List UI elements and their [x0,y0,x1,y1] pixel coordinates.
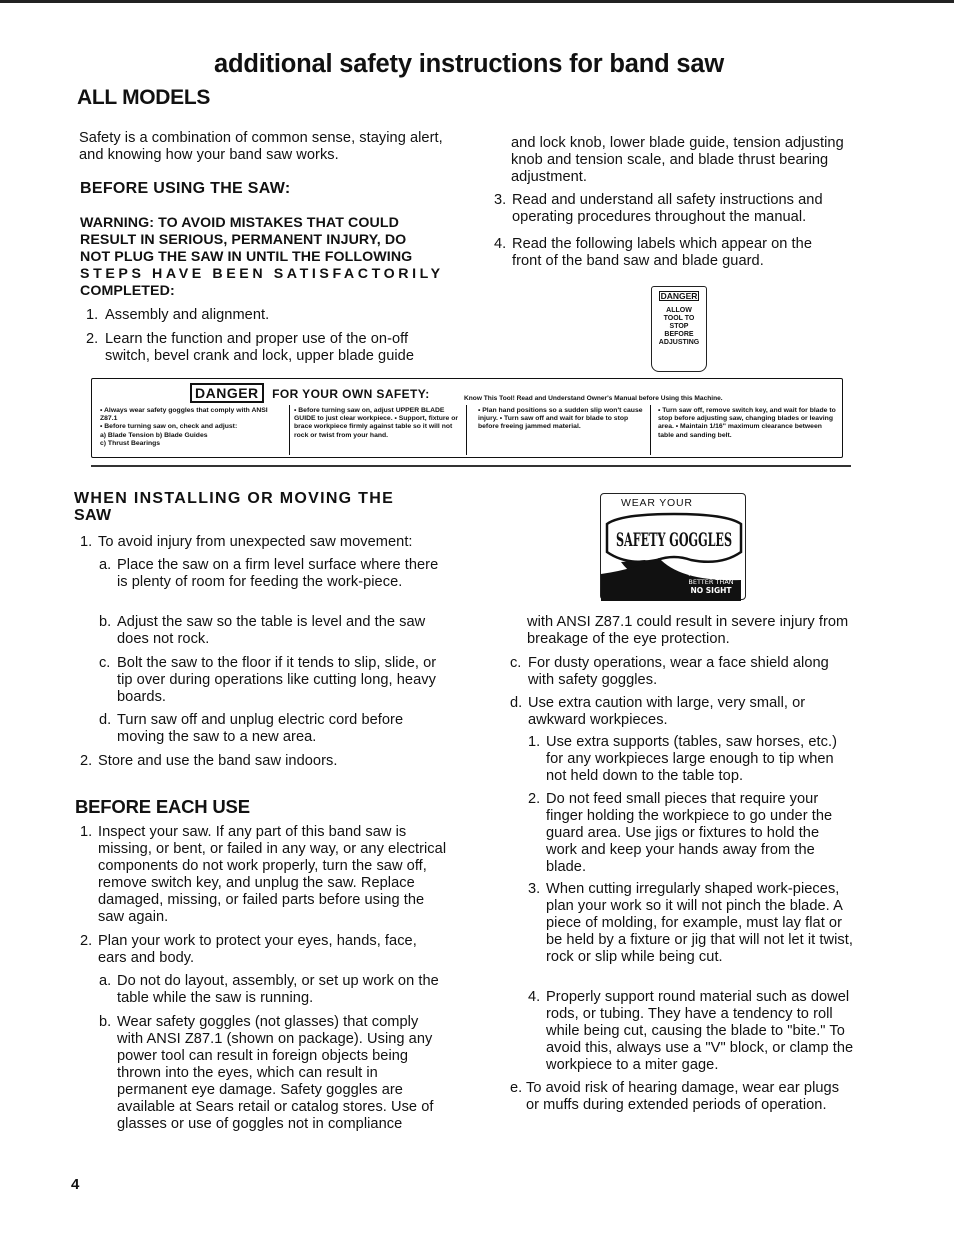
list-number: 4. [528,989,541,1005]
danger-tag-label [651,286,707,372]
tag-text: ADJUSTING [658,339,700,346]
installing-heading [74,490,454,524]
list-letter: b. [99,1014,112,1030]
list-item: Use extra caution with large, very small, or awkward workpieces. [528,695,806,728]
danger-badge: DANGER [190,383,264,403]
list-letter: d. [99,712,112,728]
list-item: To avoid risk of hearing damage, wear ear plugs or muffs during extended periods of operation. [526,1080,840,1113]
warning-line: WARNING: TO AVOID MISTAKES THAT COULD [80,215,399,231]
list-item: Assembly and alignment. [105,307,270,323]
banner-divider [289,405,290,455]
list-number: 1. [80,534,93,550]
page-title: additional safety instructions for band saw [214,50,724,78]
list-item: Store and use the band saw indoors. [98,753,338,769]
list-item-continued: with ANSI Z87.1 could result in severe injury from breakage of the eye protection. [527,614,849,647]
list-item-continued: and lock knob, lower blade guide, tension adjusting knob and tension scale, and blade thrust bearing adjustment. [511,135,844,185]
list-letter: a. [99,557,112,573]
list-number: 2. [80,753,93,769]
list-number: 1. [80,824,93,840]
list-number: 2. [528,791,541,807]
intro-paragraph: Safety is a combination of common sense, staying alert, and knowing how your band saw works. [79,130,443,163]
list-item: Wear safety goggles (not glasses) that comply with ANSI Z87.1 (shown on package). Using any power tool can result in foreign objects being thrown into the eyes, which can result in permanent eye damage. Safety goggles are available at Sears retail or catalog stores. Use of glasses or use of goggles not in compliance [117,1014,434,1132]
list-number: 2. [80,933,93,949]
warning-line: RESULT IN SERIOUS, PERMANENT INJURY, DO [80,232,407,248]
goggles-foresight-text: FORESIGHT IS [688,570,734,578]
list-number: 1. [86,307,99,323]
banner-title: FOR YOUR OWN SAFETY: [272,387,430,401]
list-item: Place the saw on a firm level surface where there is plenty of room for feeding the work-piece. [117,557,439,590]
list-letter: c. [99,655,111,671]
list-item: To avoid injury from unexpected saw movement: [98,534,413,550]
list-item: For dusty operations, wear a face shield along with safety goggles. [528,655,829,688]
warning-line: COMPLETED: [80,283,175,299]
before-each-use-heading: BEFORE EACH USE [75,796,250,817]
list-item: Do not feed small pieces that require your finger holding the workpiece to go under the guard area. Use jigs or fixtures to hold the work and keep your hands away from the blade. [546,791,833,875]
goggles-label-text: WEAR YOUR [621,497,693,509]
banner-divider [466,405,467,455]
tag-text: STOP [669,323,689,330]
danger-banner-label [91,378,843,458]
list-item: Properly support round material such as dowel rods, or tubing. They have a tendency to roll while being cut, causing the blade to "bite." To avoid this, always use a "V" block, or clamp the workpiece to a miter gage. [546,989,854,1073]
banner-divider [650,405,651,455]
list-item: Do not do layout, assembly, or set up work on the table while the saw is running. [117,973,439,1006]
banner-column: • Always wear safety goggles that comply with ANSI Z87.1 • Before turning saw on, check and adjust: a) Blade Tension b) Blade Guides c) Thrust Bearings [100,407,268,447]
warning-line: NOT PLUG THE SAW IN UNTIL THE FOLLOWING [80,249,413,265]
goggles-foresight-text: BETTER THAN [688,578,734,586]
top-rule [0,0,954,3]
list-item: Plan your work to protect your eyes, hands, face, ears and body. [98,933,417,966]
banner-know-text: Know This Tool! Read and Understand Owner's Manual before Using this Machine. [464,395,723,402]
list-item: Bolt the saw to the floor if it tends to slip, slide, or tip over during operations like cutting long, heavy boards. [117,655,437,705]
list-letter: c. [510,655,522,671]
list-item: Adjust the saw so the table is level and the saw does not rock. [117,614,426,647]
page-number: 4 [71,1176,80,1193]
heading-line: SAW [74,507,112,524]
list-number: 1. [528,734,541,750]
list-number: 2. [86,331,99,347]
list-item: Use extra supports (tables, saw horses, etc.) for any workpieces large enough to tip when not held down to the table top. [546,734,837,784]
list-item: Read and understand all safety instructions and operating procedures throughout the manual. [512,192,823,225]
warning-line: STEPS HAVE BEEN SATISFACTORILY [80,266,444,282]
tag-text: TOOL TO [663,315,695,322]
goggles-icon [601,494,747,601]
section-heading-all-models: ALL MODELS [77,86,211,109]
banner-column: • Before turning saw on, adjust UPPER BLADE GUIDE to just clear workpiece. • Support, fixture or brace workpiece firmly against table so it will not rock or twist from your hand. [294,407,459,439]
goggles-main-text: SAFETY GOGGLES [616,529,732,551]
banner-header [190,383,430,403]
before-using-heading: BEFORE USING THE SAW: [80,180,291,197]
section-rule [91,465,851,467]
heading-line: WHEN INSTALLING OR MOVING THE [74,490,395,507]
list-item: Inspect your saw. If any part of this band saw is missing, or bent, or failed in any way, or any electrical components do not work properly, turn the saw off, remove switch key, and unplug the saw. Replace damaged, missing, or failed parts before using the saw again. [98,824,447,925]
danger-badge: DANGER [660,291,698,301]
list-item: When cutting irregularly shaped work-pieces, plan your work so it will not pinch the blade. A piece of molding, for example, must lay flat or be held by a fixture or jig that will not let it twist, rock or slip while being cut. [546,881,853,965]
goggles-foresight-text: NO SIGHT [690,586,732,595]
list-letter: a. [99,973,112,989]
tag-text: ALLOW [666,307,692,314]
list-number: 4. [494,236,507,252]
list-letter: e. [510,1080,523,1096]
warning-block [80,215,452,300]
banner-column: • Plan hand positions so a sudden slip won't cause injury. • Turn saw off and wait for blade to stop before freeing jammed material. [478,407,643,431]
list-item: Turn saw off and unplug electric cord before moving the saw to a new area. [117,712,404,745]
list-number: 3. [528,881,541,897]
tag-text: BEFORE [664,331,694,338]
safety-goggles-label [600,493,746,600]
list-letter: b. [99,614,112,630]
list-letter: d. [510,695,523,711]
banner-column: • Turn saw off, remove switch key, and wait for blade to stop before adjusting saw, changing blades or leaving area. • Maintain 1/16" maximum clearance between table and sanding belt. [658,407,836,439]
list-item: Read the following labels which appear on the front of the band saw and blade guard. [512,236,812,269]
list-number: 3. [494,192,507,208]
list-item: Learn the function and proper use of the on-off switch, bevel crank and lock, upper blade guide [105,331,415,364]
